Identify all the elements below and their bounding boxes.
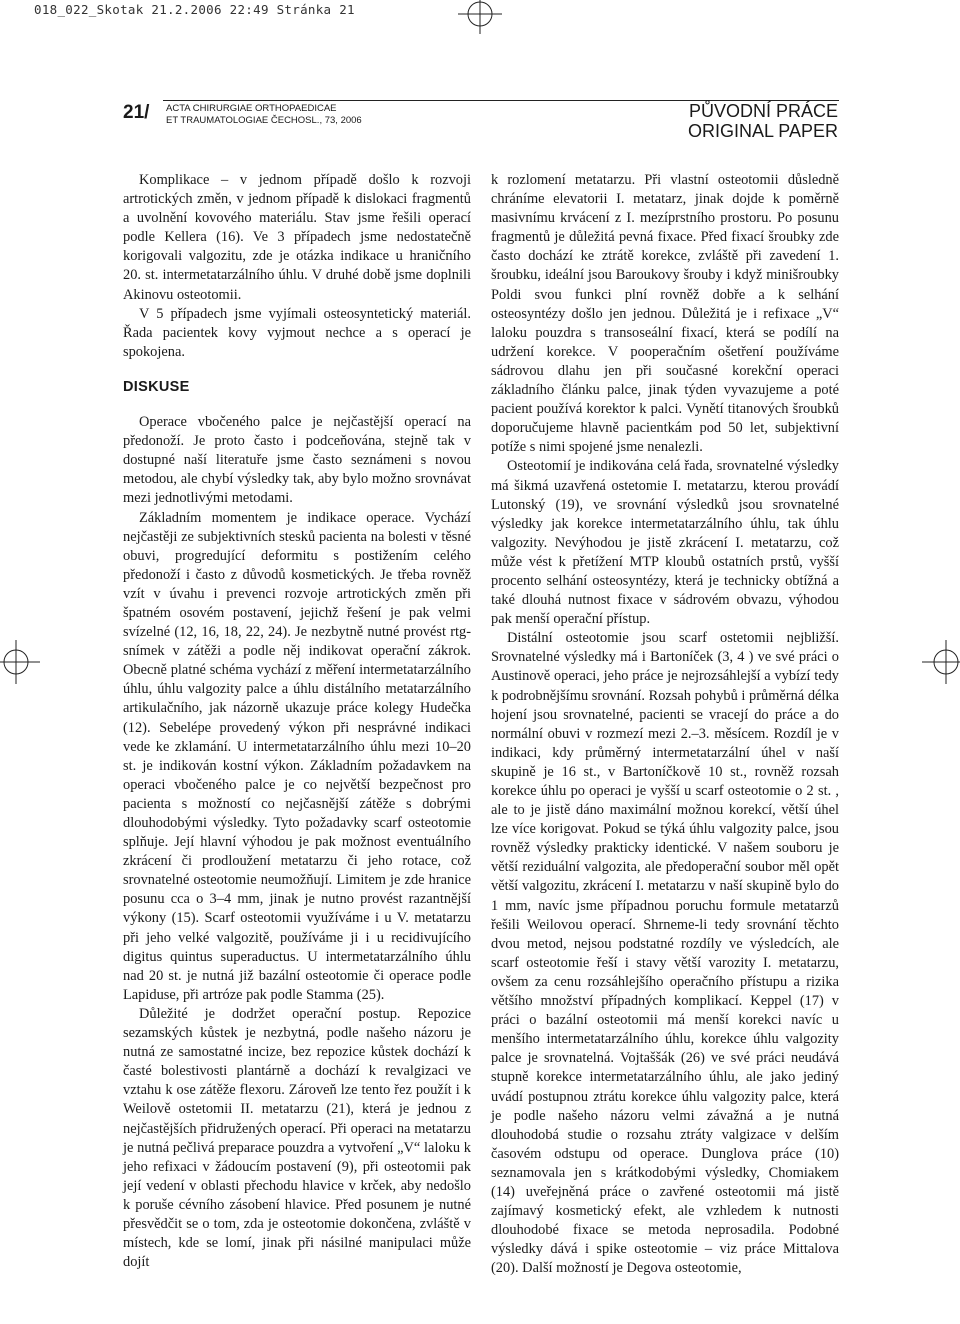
paragraph: Důležité je dodržet operační postup. Repozice sezamských kůstek je nezbytná, podle našeho názoru je nutná ze samostatné incize, bez repozice kůstek dochází k časté bolestivosti plantárně a dochází k revalgizaci ve vztahu k ose zátěže flexoru. Zároveň lze tento řez použít i k Weilově ostetomii II. metatarzu (21), která je jednou z nejčastějších přidružených operací. Při operaci na metatarzu je nutná pečlivá preparace pouzdra a vytvoření „V“ laloku k jeho refixaci v žádoucím postavení (9), při osteotomii pak její vedení v oblasti přechodu hlavice v krček, aby nedošlo k poruše cévního zásobení hlavice. Před posunem je nutné přesvědčit se o tom, zda je osteotomie dokončena, zvláště v místech, kde se lomí, jinak při násilné manipulaci může dojít [123,1005,471,1271]
paragraph: Distální osteotomie jsou scarf ostetomii nejbližší. Srovnatelné výsledky má i Bartoníček (3, 4 ) ve své práci o Austinově operaci, jeho práce je nejrozsáhlejší a vybízí tedy k podrobnějšímu srovnání. Rozsah pohybů i průměrná délka hojení jsou srovnatelné, pacienti se vracejí do práce a do normální obuvi v rozmezí mezi 2.–3. měsícem. Rozdíl je v indikaci, kdy průměrný intermetatarzální úhel v naší skupině je 16 st., v Bartoníčkově 10 st., rovněž rozsah korekce úhlu po operaci je vyšší u scarf osteotomie o 2 st. , ale to je jistě dáno maximální možnou korekcí, větší úhel lze více korigovat. Pokud se týká úhlu valgozity palce, jsou rovněž výsledky prakticky identické. V našem souboru je větší reziduální valgozita, ale předoperační soubor měl opět větší valgozitu, zkrácení I. metatarzu v naší skupině bylo do 1 mm, navíc jsme případnou poruchu formule metatarzů řešili Weilovou operací. Shrneme-li tedy srovnání těchto dvou metod, nejsou podstatné rozdíly ve výsledcích, ale scarf osteotomie řeší i stavy větší varozity I. metatarzu, ovšem za cenu rozsáhlejšího operačního přístupu a rizika většího množství případných komplikací. Keppel (17) v práci o bazální osteotomii má menší korekci navíc u menšího intermetatarzálního úhlu, korekce úhlu valgozity palce je srovnatelná. Vojtaššák (26) ve své práci neudává stupně korekce intermetatarzálního úhlu, ale jako jediný uvádí postupnou ztrátu korekce úhlu valgozity palce, která je podle našeho názoru velmi závažná a je nutná dlouhodobá studie o rozsahu ztráty valgizace v delším časovém odstupu od operace. Dunglova práce (10) seznamovala jen s krátkodobými výsledky, Chomiakem (14) uveřejněná práce o zavřené osteotomii má jistě zajímavý kosmetický efekt, ale vzhledem k nutnosti dlouhodobé fixace se metoda neprosadila. Podobné výsledky dává i spike osteotomie – viz práce Mittalova (20). Další možností je Degova osteotomie, [491,630,839,1277]
crop-mark-icon [460,0,500,20]
paragraph: Komplikace – v jednom případě došlo k rozvoji artrotických změn, v jednom případě k dislokaci fragmentů a uvolnění kovového materiálu. Stav jsme řešili operací podle Kellera (16). Ve 3 případech jsme nedostatečně korigovali valgozitu, zde je otázka indikace u hraničního 20. st. intermetatarzálního úhlu. V druhé době jsme doplnili Akinovu osteotomii. [123,172,471,303]
section-label [688,101,838,141]
paragraph: V 5 případech jsme vyjímali osteosyntetický materiál. Řada pacientek kovy vyjmout nechce a s operací je spokojena. [123,305,471,360]
right-registration-mark-icon [922,640,960,684]
journal-line-1: ACTA CHIRURGIAE ORTHOPAEDICAE [166,103,337,114]
section-label-en: ORIGINAL PAPER [687,121,838,141]
paragraph: Operace vbočeného palce je nejčastější operací na předonoží. Je proto často i podceňována, stejně tak v dostupné naší literatuře jsme často seznámeni s novou metodou, ale chybí výsledky tak, aby bylo možno srovnávat mezi jednotlivými metodami. [123,414,471,507]
page-number: 21/ [123,102,150,123]
journal-line-2: ET TRAUMATOLOGIAE ČECHOSL., 73, 2006 [166,114,362,126]
paragraph: Osteotomií je indikována celá řada, srovnatelné výsledky má šikmá uzavřená ostetomie I. metatarzu, kterou provádí Lutonský (19), ve srovnání výsledků jsou srovnatelné výsledky jak korekce intermetatarzálního úhlu, tak úhlu valgozity. Nevýhodou je jistě zkrácení I. metatarzu, což může vést k přetížení MTP kloubů ostatních prstů, vyšší procento selhání osteosyntézy, která je technicky obtížná a také dlouhá nutnost fixace v sádrovém obvazu, výhodou pak menší operační přístup. [491,458,839,628]
journal-name [166,103,362,126]
section-label-cs: PŮVODNÍ PRÁCE [688,101,838,121]
paragraph: Základním momentem je indikace operace. Vychází nejčastěji ze subjektivních stesků pacienta na bolesti v těsné obuvi, progredující deformitu s postižením celého předonoží i často z důvodů kosmetických. Je třeba rovněž vzít v úvahu i prevenci rozvoje artrotických změn při špatném osovém postavení, jejichž řešení je pak velmi svízelné (12, 16, 18, 22, 24). Je nezbytně nutné provést rtg-snímek v zátěži a podle něj indikovat operační zákrok. Obecně platné schéma vychází z měření intermetatarzálního úhlu, úhlu valgozity palce a úhlu distálního metatarzálního artikulačního, jak názorně ukazuje práce kolegy Hudečka (12). Sebelépe provedený výkon při nesprávné indikaci vede ke zklamání. U intermetatarzálního úhlu mezi 10–20 st. je indikován kostní výkon. Základním požadavkem na operaci vbočeného palce je co největší bezpečnost pro pacienta s možností co nejčasnější zátěže s dobrými dlouhodobými výsledky. Tyto požadavky scarf osteotomie splňuje. Její hlavní výhodou je pak možnost eventuálního zkrácení či prodloužení metatarzu či jeho rotace, což srovnatelné osteotomie neumožňují. Limitem je zde hranice posunu cca o 3–4 mm, jinak je nutno provést razantnější výkony (15). Scarf osteotomii využíváme i u V. metatarzu při jeho velké valgozitě, používáme ji i u recidivujícího digitus quintus superaductus. U intermetatarzálního úhlu nad 20 st. je nutná již bazální osteotomie či operace podle Lapiduse, při artróze pak podle Stamma (25). [123,509,471,1003]
print-slug-line: 018_022_Skotak 21.2.2006 22:49 Stránka 21 [34,2,355,17]
left-column [123,171,471,1272]
section-heading: DISKUSE [123,378,190,395]
paragraph: k rozlomení metatarzu. Při vlastní osteotomii důsledně chráníme elevatorii I. metatarz, jinak dojde k poměrně masivnímu krvácení z I. mezíprstního prostoru. Po posunu fragmentů je důležitá pevná fixace. Před fixací šroubky zde často dochází ke ztrátě korekce, zvláště při zavedení 1. šroubku, ideální jsou Baroukovy šrouby i když minišroubky Poldi svou funkci plní rovněž dobře a k selhání osteosyntézy došlo jen jednou. Důležitá je i refixace „V“ laloku pouzdra s transoseální fixací, která se podílí na udržení korekce. V pooperačním ošetření používáme sádrovou dlahu jen při současné korekční operaci základního článku palce, jinak týden vyvazujeme a poté pacient používá korektor k palci. Vynětí titanových šroubků doporučujeme hlavně pacientkám pod 50 let, subjektivní potíže s nimi spojené jsme nenalezli. [491,172,839,456]
left-registration-mark-icon [0,640,40,684]
right-column [491,171,839,1278]
